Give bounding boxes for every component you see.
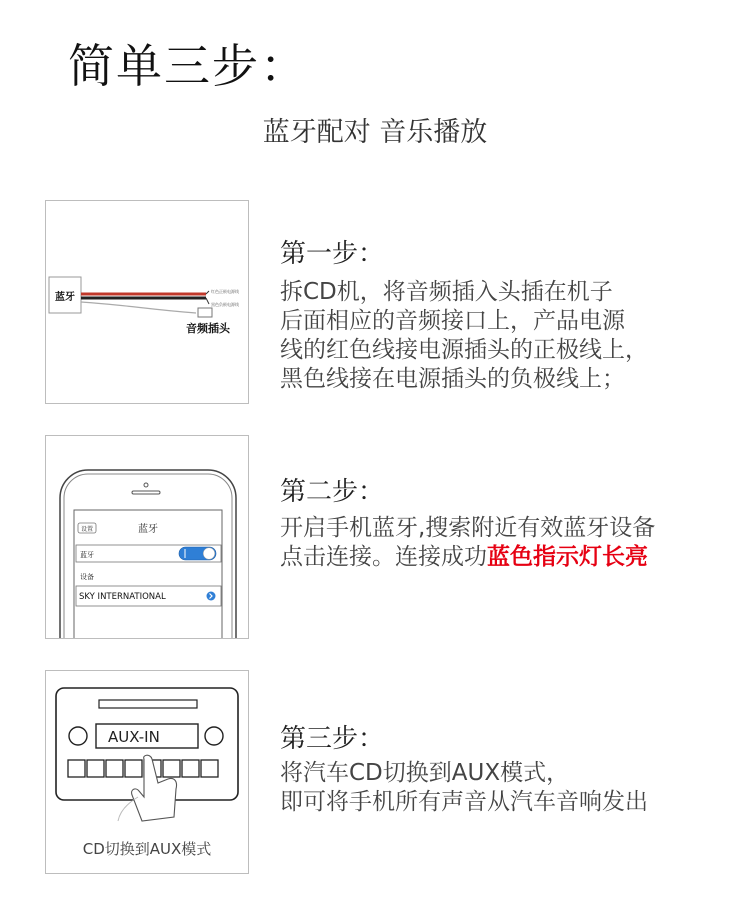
- right-knob-icon: [205, 727, 223, 745]
- toggle-knob: [203, 548, 215, 560]
- step1-line: 后面相应的音频接口上，产品电源: [280, 308, 625, 334]
- step3-line: 即可将手机所有声音从汽车音响发出: [280, 789, 648, 815]
- audio-plug-label: 音频插头: [186, 322, 230, 335]
- red-wire-label: 红色正极电源线: [211, 289, 239, 294]
- page-title: 简单三步：: [68, 39, 308, 93]
- indicator-light-highlight: 蓝色指示灯长亮: [487, 544, 648, 570]
- step2-line2: [280, 543, 655, 572]
- step1-image-frame: [45, 200, 249, 404]
- car-stereo-illustration: [46, 671, 248, 873]
- bluetooth-module-label: 蓝牙: [55, 292, 75, 303]
- step1-line: 拆CD机，将音频插入头插在机子: [280, 279, 613, 305]
- black-wire-label: 黑色负极电源线: [211, 302, 239, 307]
- step2-description: [280, 514, 655, 572]
- devices-header: 设备: [80, 573, 94, 581]
- audio-cable: [81, 302, 196, 313]
- step2-line2-prefix: 点击连接。连接成功: [280, 544, 487, 570]
- audio-plug-shape: [198, 308, 212, 317]
- stereo-caption: CD切换到AUX模式: [82, 840, 212, 858]
- step1-line: 线的红色线接电源插头的正极线上，: [280, 337, 648, 363]
- left-knob-icon: [69, 727, 87, 745]
- step2-image-frame: [45, 435, 249, 639]
- step3-line: 将汽车CD切换到AUX模式，: [280, 760, 570, 786]
- settings-back-label: 设置: [80, 526, 94, 533]
- page-subtitle: 蓝牙配对 音乐播放: [262, 117, 488, 148]
- cd-slot: [99, 700, 197, 708]
- step3-description: [280, 759, 648, 817]
- step1-description: [280, 278, 648, 394]
- wiring-diagram: [46, 201, 248, 403]
- phone-screen-title: 蓝牙: [138, 524, 158, 535]
- info-icon: [207, 592, 216, 601]
- step3-image-frame: [45, 670, 249, 874]
- phone-illustration: [46, 436, 248, 638]
- stereo-display-text: AUX-IN: [108, 728, 160, 746]
- step2-line1: 开启手机蓝牙,搜索附近有效蓝牙设备: [280, 515, 656, 541]
- step2-title: 第二步：: [280, 477, 385, 507]
- device-name: SKY INTERNATIONAL: [79, 592, 166, 602]
- step3-title: 第三步：: [280, 724, 385, 754]
- step1-line: 黑色线接在电源插头的负极线上；: [280, 366, 625, 392]
- bluetooth-toggle-label: 蓝牙: [80, 551, 94, 559]
- step1-title: 第一步：: [280, 239, 385, 269]
